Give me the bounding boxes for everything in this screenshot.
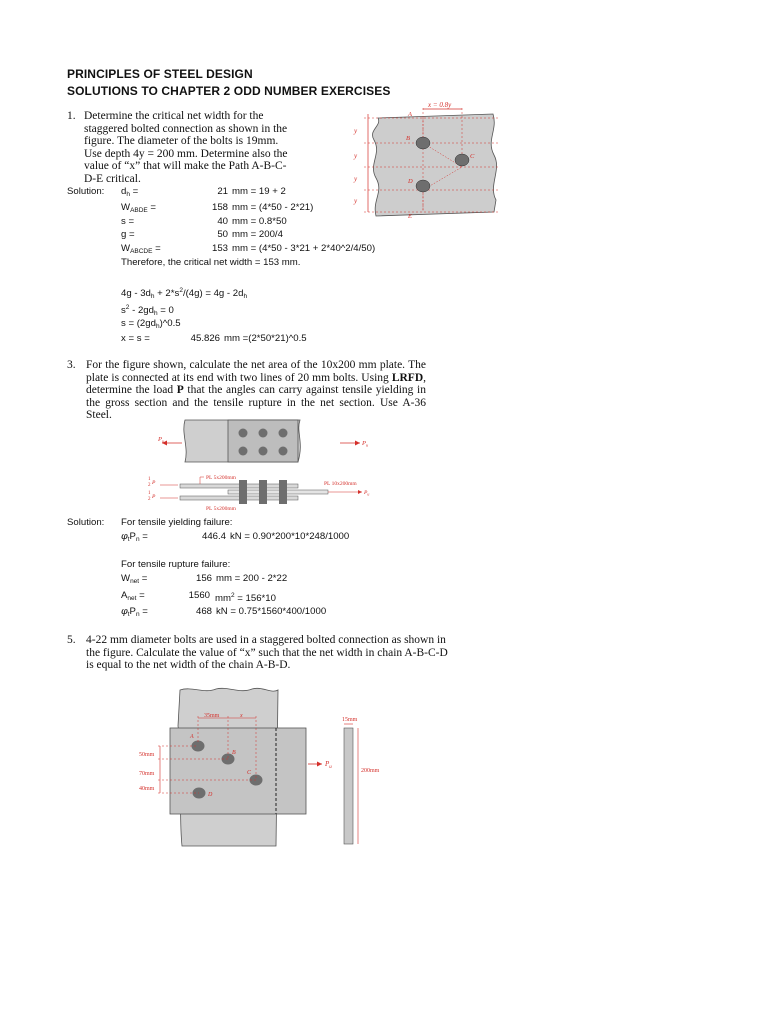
solution-value: 40 — [217, 216, 228, 227]
document-subtitle: SOLUTIONS TO CHAPTER 2 ODD NUMBER EXERCISES — [67, 84, 391, 98]
solution-value: 50 — [217, 229, 228, 240]
solution-row: g = — [121, 229, 135, 240]
pu-label-elev: $P_u$ — [364, 490, 370, 497]
solution-label: Solution: — [67, 517, 105, 528]
bolt-section — [279, 480, 287, 504]
pl-bot-label: PL 5x200mm — [206, 506, 236, 512]
solution-expression: kN = 0.75*1560*400/1000 — [216, 606, 327, 617]
bolt — [279, 429, 288, 438]
problem-1-line: staggered bolted connection as shown in the — [84, 122, 288, 135]
solution-expression: mm = 200 - 2*22 — [216, 573, 288, 584]
gusset-plate — [170, 728, 306, 814]
bolt — [259, 429, 268, 438]
text: For the figure shown, calculate the net area of the 10x200 mm plate. The plate is connected at its end with two lines of 20 mm bolts. Using — [86, 359, 426, 384]
bolt — [239, 447, 248, 456]
plate-shape — [372, 114, 496, 216]
solution-label: Solution: — [67, 186, 105, 197]
solution-expression: mm = 19 + 2 — [232, 186, 286, 197]
solution-value: 1560 — [188, 590, 210, 601]
pu-label-left: $P_u$ — [158, 436, 165, 444]
equation: $4g - 3d_h + 2*s^2/(4g) = 4g - 2d_h$ — [121, 287, 248, 300]
document-title: PRINCIPLES OF STEEL DESIGN — [67, 67, 253, 81]
text: that the angles can carry against tensile yielding in the gross section and the tensile rupture in the net section. Use A-36 Steel. — [86, 384, 426, 421]
problem-3-number: 3. — [67, 359, 76, 371]
splice-plate — [228, 420, 298, 462]
bolt — [239, 429, 248, 438]
dim-50-label: 50mm — [139, 752, 155, 758]
solution-expression: kN = 0.90*200*10*248/1000 — [230, 531, 350, 542]
staggered-connection-figure — [348, 100, 528, 225]
half-numerator: 1 — [148, 477, 151, 482]
dim-15-label: 15mm — [342, 717, 358, 723]
y-label: y — [354, 197, 358, 205]
bolt-b — [416, 137, 430, 149]
var: W — [121, 202, 131, 213]
solution-row: $A_{net}$ = — [121, 590, 145, 602]
dim-200-label: 200mm — [361, 768, 380, 774]
bolt — [279, 447, 288, 456]
x-label: x = 0.8y — [428, 101, 452, 109]
bolt-c — [455, 154, 469, 166]
pu-label: $P_u$ — [325, 760, 332, 770]
solution-value: 21 — [217, 186, 228, 197]
dim-35-label: 35mm — [204, 713, 220, 719]
pu-label-right: $P_u$ — [362, 440, 369, 448]
solution-row: $W_{net}$ = — [121, 573, 148, 585]
eq: = — [147, 202, 157, 213]
solution-value: 446.4 — [201, 531, 226, 542]
solution-expression: mm = (4*50 - 2*21) — [232, 202, 314, 213]
text: , determine the load — [86, 371, 426, 396]
solution-expression: mm = (4*50 - 3*21 + 2*40^2/4/50) — [232, 243, 376, 254]
half-denominator: 2 — [148, 497, 151, 502]
problem-1-number: 1. — [67, 110, 76, 122]
solution-expression: mm = 0.8*50 — [232, 216, 287, 227]
problem-5-line: the figure. Calculate the value of “x” such that the net width in chain A-B-C-D — [86, 646, 448, 659]
bolted-connection-figure — [132, 686, 402, 848]
solution-row — [121, 243, 161, 258]
problem-1-line: Use depth 4y = 200 mm. Determine also the — [84, 147, 288, 160]
solution-row: $\varphi_tP_n$ = — [121, 531, 148, 543]
half-denominator: 2 — [148, 483, 151, 488]
solution-expression: mm = 200/4 — [232, 229, 283, 240]
solution-value: 153 — [211, 243, 228, 254]
lap-joint-figure — [140, 412, 380, 512]
problem-5-text — [86, 634, 458, 672]
solution-value: 468 — [195, 606, 212, 617]
point-c-label: C — [470, 153, 475, 160]
solution-row: s = — [121, 216, 135, 227]
eq: = — [152, 243, 161, 254]
var: W — [121, 243, 131, 254]
dim-70-label: 70mm — [139, 771, 155, 777]
dim-x-label: x — [240, 713, 243, 719]
var: d — [121, 186, 127, 197]
problem-1-text — [84, 110, 291, 185]
pl-top-label: PL 5x200mm — [206, 475, 236, 481]
point-b-label: B — [232, 750, 236, 756]
half-p: P — [152, 494, 156, 500]
point-a-label: A — [408, 111, 412, 118]
half-numerator: 1 — [148, 491, 151, 496]
sub: h — [126, 191, 130, 198]
p-text: P — [176, 384, 184, 396]
solution-row: $\varphi_tP_n$ = — [121, 606, 148, 618]
solution-conclusion: Therefore, the critical net width = 153 mm. — [121, 257, 301, 268]
y-label: y — [354, 127, 358, 135]
problem-1-line: figure. The diameter of the bolts is 19mm. — [84, 135, 279, 147]
y-label: y — [354, 175, 358, 183]
plate-section — [344, 728, 353, 844]
bolt-section — [259, 480, 267, 504]
y-label: y — [354, 152, 358, 160]
point-d-label: D — [408, 178, 413, 185]
point-d-label: D — [208, 792, 213, 798]
bolt-section — [239, 480, 247, 504]
eq: = — [129, 186, 139, 197]
problem-1-line: value of “x” that will make the Path A-B-C- — [84, 160, 287, 172]
problem-5-line: 4-22 mm diameter bolts are used in a staggered bolted connection as shown in — [86, 634, 446, 646]
equation: $s^2 - 2gd_h = 0$ — [121, 304, 174, 317]
point-c-label: C — [247, 770, 252, 776]
point-e-label: E — [408, 213, 412, 220]
sub: ABCDE — [130, 248, 153, 255]
solution-value: 158 — [211, 202, 228, 213]
point-a-label: A — [190, 734, 194, 740]
equation-expression: mm =(2*50*21)^0.5 — [224, 333, 307, 344]
equation-value: 45.826 — [190, 333, 220, 344]
solution-row — [121, 186, 138, 201]
solution-value: 156 — [195, 573, 212, 584]
equation-lhs: x = s = — [121, 333, 150, 344]
half-p: P — [152, 480, 156, 486]
dim-40-label: 40mm — [139, 786, 155, 792]
bolt-d — [416, 180, 430, 192]
problem-1-line: Determine the critical net width for the — [84, 110, 264, 122]
pl-main-label: PL 10x200mm — [324, 481, 357, 487]
lrfd-text: LRFD — [391, 371, 424, 384]
solution-row — [121, 202, 156, 217]
rupture-heading: For tensile rupture failure: — [121, 559, 231, 570]
problem-1-line: D-E critical. — [84, 172, 141, 185]
equation: $s = (2gd_h)\^{}0.5$ — [121, 318, 181, 330]
yield-heading: For tensile yielding failure: — [121, 517, 233, 528]
problem-5-line: is equal to the net width of the chain A-B-D. — [86, 659, 291, 671]
sub: ABDE — [130, 207, 148, 214]
point-b-label: B — [406, 135, 410, 142]
solution-expression: $mm^2 = 156*10$ — [215, 592, 276, 604]
bolt — [259, 447, 268, 456]
problem-5-number: 5. — [67, 634, 76, 646]
